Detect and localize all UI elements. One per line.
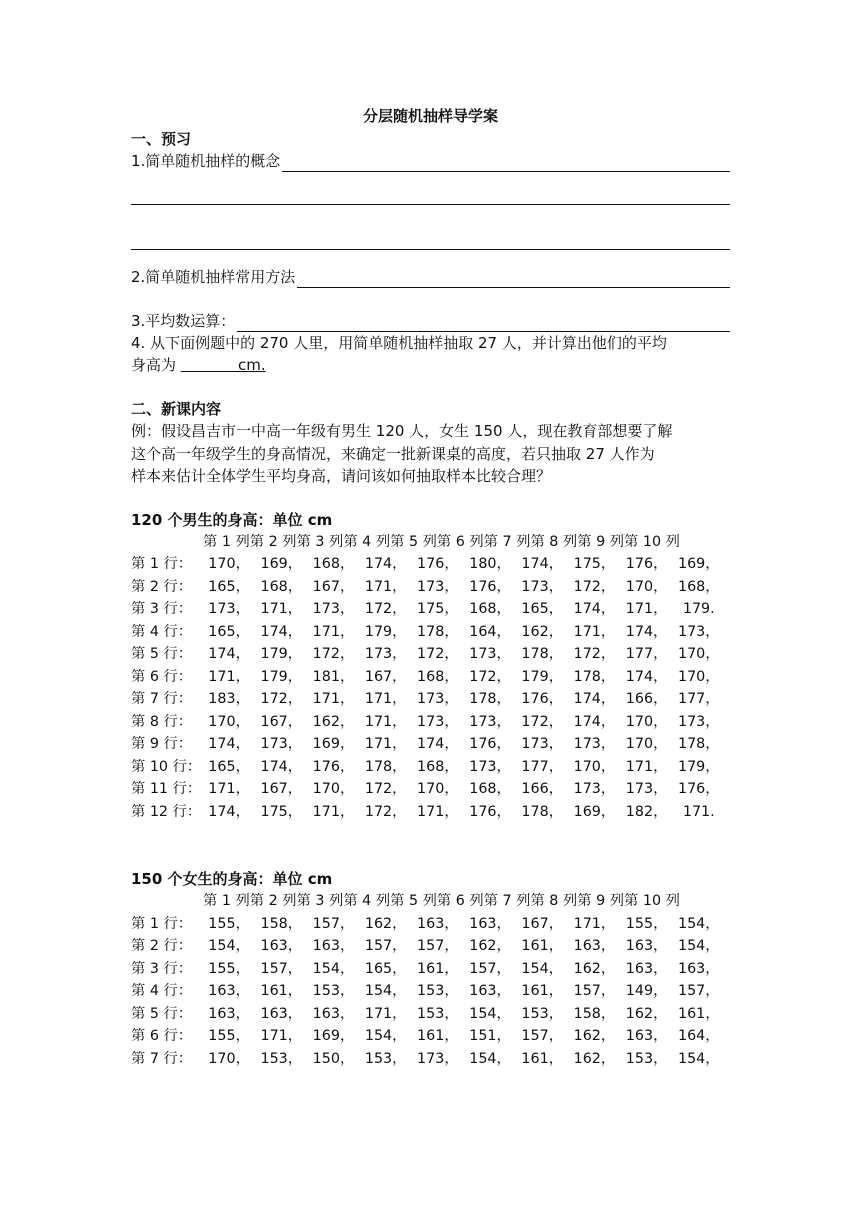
- height-value: 168，: [312, 556, 355, 572]
- height-value: 169，: [677, 556, 720, 572]
- boys-columns-header: 第 1 列第 2 列第 3 列第 4 列第 5 列第 6 列第 7 列第 8 列第 9 列第 10 列: [203, 533, 680, 550]
- height-value: 167，: [364, 668, 407, 685]
- height-value: 163，: [677, 960, 720, 977]
- height-value: 176，: [677, 781, 720, 797]
- height-value: 163，: [469, 983, 511, 999]
- height-value: 173，: [521, 578, 564, 595]
- height-value: 153，: [417, 983, 459, 999]
- height-value: 168，: [677, 578, 720, 595]
- height-value: 174，: [573, 691, 616, 707]
- height-value: 171，: [312, 803, 355, 820]
- row-label: 第 1 行：: [131, 915, 193, 932]
- height-value: 168，: [417, 668, 459, 685]
- height-value: 154，: [469, 1005, 511, 1022]
- height-value: 149，: [625, 983, 668, 999]
- height-value: 175，: [260, 803, 303, 820]
- height-value: 173，: [312, 601, 355, 617]
- height-value: 163，: [625, 938, 668, 954]
- height-value: 167，: [312, 578, 355, 595]
- height-value: 172，: [260, 691, 303, 707]
- height-value: 163，: [625, 1028, 668, 1044]
- height-value: 163，: [417, 915, 459, 932]
- height-value: 179，: [260, 646, 303, 662]
- table-row: [131, 801, 730, 824]
- height-value: 167，: [260, 713, 303, 730]
- height-value: 175，: [417, 601, 459, 617]
- height-value: 173，: [469, 758, 511, 775]
- example-problem: [131, 420, 730, 488]
- row-label: 第 10 行：: [131, 758, 202, 775]
- height-value: 162，: [573, 1050, 616, 1067]
- height-value: 176，: [521, 691, 564, 707]
- height-value: 178，: [573, 668, 616, 685]
- height-value: 164，: [677, 1028, 720, 1044]
- height-value: 172，: [573, 646, 616, 662]
- height-value: 161，: [521, 983, 564, 999]
- table-row: [131, 576, 730, 599]
- row-label: 第 6 行：: [131, 1028, 193, 1044]
- answer-line[interactable]: [282, 154, 730, 172]
- question-4-prefix: 身高为: [131, 356, 181, 374]
- question-1-text: 1.简单随机抽样的概念: [131, 152, 281, 170]
- height-value: 177，: [677, 691, 720, 707]
- boys-heights-heading: 120 个男生的身高：单位 cm: [131, 510, 333, 529]
- height-value: 173，: [417, 691, 459, 707]
- height-value: 157，: [521, 1028, 564, 1044]
- height-value: 162，: [469, 938, 511, 954]
- height-value: 176，: [469, 736, 511, 752]
- height-value: 170，: [625, 713, 668, 730]
- table-row: [131, 1048, 730, 1071]
- height-value: 170，: [677, 646, 720, 662]
- height-value: 165，: [208, 758, 250, 775]
- height-value: 153，: [364, 1050, 407, 1067]
- height-value: 163，: [260, 938, 303, 954]
- height-value: 176，: [469, 803, 511, 820]
- height-value: 178，: [521, 803, 564, 820]
- height-value: 171，: [364, 1005, 407, 1022]
- height-value: 171，: [364, 713, 407, 730]
- height-value: 154，: [364, 983, 407, 999]
- height-value: 174，: [417, 736, 459, 752]
- height-value: 172，: [417, 646, 459, 662]
- height-value: 161，: [260, 983, 303, 999]
- row-label: 第 2 行：: [131, 578, 193, 595]
- height-value: 150，: [312, 1050, 355, 1067]
- height-value: 162，: [573, 960, 616, 977]
- height-value: 157，: [364, 938, 407, 954]
- height-value: 177，: [625, 646, 668, 662]
- height-value: 172，: [521, 713, 564, 730]
- boys-heights-table: [131, 553, 730, 823]
- height-value: 162，: [573, 1028, 616, 1044]
- table-row: [131, 778, 730, 801]
- height-value: 157，: [573, 983, 616, 999]
- question-2: [131, 266, 730, 288]
- girls-heights-table: [131, 913, 730, 1071]
- table-row: [131, 1003, 730, 1026]
- height-value: 167，: [521, 915, 564, 932]
- height-value: 165，: [208, 623, 250, 640]
- height-value: 173，: [417, 578, 459, 595]
- height-value: 172，: [364, 803, 407, 820]
- row-label: 第 4 行：: [131, 983, 193, 999]
- height-value: 163，: [573, 938, 616, 954]
- height-value: 161，: [417, 1028, 459, 1044]
- height-value: 174，: [208, 736, 250, 752]
- height-value: 162，: [625, 1005, 668, 1022]
- height-value: 170，: [677, 668, 720, 685]
- table-row: [131, 688, 730, 711]
- row-label: 第 5 行：: [131, 1005, 193, 1022]
- height-value: 172，: [312, 646, 355, 662]
- height-value: 179，: [260, 668, 303, 685]
- height-value: 154，: [312, 960, 355, 977]
- worksheet-page: [131, 104, 730, 1070]
- height-value: 172，: [469, 668, 511, 685]
- height-value: 173，: [625, 781, 668, 797]
- height-value: 176，: [312, 758, 355, 775]
- height-value: 178，: [417, 623, 459, 640]
- height-value: 158，: [260, 915, 303, 932]
- girls-columns-header: 第 1 列第 2 列第 3 列第 4 列第 5 列第 6 列第 7 列第 8 列第 9 列第 10 列: [203, 893, 680, 909]
- height-value: 172，: [364, 601, 407, 617]
- height-value: 168，: [260, 578, 303, 595]
- table-row: [131, 733, 730, 756]
- row-label: 第 1 行：: [131, 556, 193, 572]
- row-label: 第 12 行：: [131, 803, 202, 820]
- height-value: 176，: [417, 556, 459, 572]
- row-label: 第 2 行：: [131, 938, 193, 954]
- height-value: 171，: [208, 781, 250, 797]
- height-value: 165，: [208, 578, 250, 595]
- height-value: 158，: [573, 1005, 616, 1022]
- height-value: 155，: [625, 915, 668, 932]
- height-value: 163，: [260, 1005, 303, 1022]
- height-value: 173，: [417, 713, 459, 730]
- height-value: 153，: [260, 1050, 303, 1067]
- height-value: 169，: [312, 736, 355, 752]
- table-row: [131, 598, 730, 621]
- height-value: 163，: [312, 1005, 355, 1022]
- height-value: 177，: [521, 758, 564, 775]
- section-preview-heading: 一、预习: [131, 130, 192, 148]
- height-value: 167，: [260, 781, 303, 797]
- height-value: 174，: [625, 668, 668, 685]
- table-row: [131, 980, 730, 1003]
- height-value: 179，: [677, 758, 720, 775]
- height-value: 171，: [573, 915, 616, 932]
- height-value: 170，: [625, 736, 668, 752]
- table-row: [131, 935, 730, 958]
- question-3-text: 3.平均数运算：: [131, 312, 236, 330]
- height-value: 171.: [682, 803, 715, 820]
- height-value: 173，: [469, 646, 511, 662]
- height-value: 171，: [312, 623, 355, 640]
- height-value: 173，: [677, 713, 720, 730]
- height-value: 173，: [469, 713, 511, 730]
- height-value: 171，: [417, 803, 459, 820]
- height-value: 174，: [521, 556, 564, 572]
- height-value: 157，: [417, 938, 459, 954]
- height-value: 178，: [364, 758, 407, 775]
- question-4-line-1: 4. 从下面例题中的 270 人里，用简单随机抽样抽取 27 人，并计算出他们的平均: [131, 334, 667, 352]
- height-value: 164，: [469, 623, 511, 640]
- height-value: 166，: [521, 781, 564, 797]
- example-line: 样本来估计全体学生平均身高，请问该如何抽取样本比较合理？: [131, 467, 552, 485]
- example-line: 例：假设昌吉市一中高一年级有男生 120 人，女生 150 人，现在教育部想要了解: [131, 422, 673, 440]
- page-title: 分层随机抽样导学案: [362, 107, 498, 125]
- table-row: [131, 621, 730, 644]
- height-value: 182，: [625, 803, 668, 820]
- height-value: 174，: [573, 713, 616, 730]
- height-value: 173，: [521, 736, 564, 752]
- height-value: 163，: [469, 915, 511, 932]
- height-value: 157，: [677, 983, 720, 999]
- height-value: 180，: [469, 556, 511, 572]
- height-value: 173，: [573, 736, 616, 752]
- height-value: 153，: [521, 1005, 564, 1022]
- height-value: 163，: [625, 960, 668, 977]
- height-value: 169，: [260, 556, 303, 572]
- height-value: 173，: [417, 1050, 459, 1067]
- row-label: 第 7 行：: [131, 1050, 193, 1067]
- answer-line[interactable]: [237, 314, 730, 332]
- height-value: 178，: [677, 736, 720, 752]
- table-row: [131, 666, 730, 689]
- row-label: 第 11 行：: [131, 781, 202, 797]
- height-value: 171，: [364, 736, 407, 752]
- height-value: 162，: [521, 623, 564, 640]
- section-new-lesson-heading: 二、新课内容: [131, 400, 222, 418]
- height-value: 168，: [417, 758, 459, 775]
- row-label: 第 5 行：: [131, 646, 193, 662]
- height-value: 153，: [312, 983, 355, 999]
- height-value: 169，: [312, 1028, 355, 1044]
- height-value: 175，: [573, 556, 616, 572]
- row-label: 第 8 行：: [131, 713, 193, 730]
- question-4-line-2: [131, 354, 730, 376]
- height-value: 181，: [312, 668, 355, 685]
- table-row: [131, 1025, 730, 1048]
- answer-line[interactable]: [131, 172, 730, 205]
- height-value: 172，: [364, 781, 407, 797]
- height-value: 174，: [208, 803, 250, 820]
- height-value: 171，: [312, 691, 355, 707]
- height-value: 154，: [677, 938, 720, 954]
- height-value: 166，: [625, 691, 668, 707]
- height-value: 151，: [469, 1028, 511, 1044]
- height-value: 173，: [364, 646, 407, 662]
- table-row: [131, 958, 730, 981]
- height-value: 173，: [573, 781, 616, 797]
- height-value: 179，: [364, 623, 407, 640]
- question-3: [131, 310, 730, 332]
- height-value: 154，: [469, 1050, 511, 1067]
- height-value: 172，: [573, 578, 616, 595]
- height-value: 176，: [469, 578, 511, 595]
- girls-heights-heading: 150 个女生的身高：单位 cm: [131, 870, 333, 888]
- height-value: 169，: [573, 803, 616, 820]
- table-row: [131, 643, 730, 666]
- height-value: 170，: [208, 556, 250, 572]
- height-value: 171，: [208, 668, 250, 685]
- height-value: 179，: [521, 668, 564, 685]
- height-value: 155，: [208, 960, 250, 977]
- example-line: 这个高一年级学生的身高情况，来确定一批新课桌的高度，若只抽取 27 人作为: [131, 444, 655, 463]
- answer-blank[interactable]: [181, 356, 266, 374]
- height-value: 171，: [364, 578, 407, 595]
- height-value: 161，: [417, 960, 459, 977]
- height-value: 154，: [364, 1028, 407, 1044]
- height-value: 154，: [677, 915, 720, 932]
- height-value: 171，: [573, 623, 616, 640]
- height-value: 174，: [625, 623, 668, 640]
- row-label: 第 3 行：: [131, 601, 193, 617]
- height-value: 170，: [625, 578, 668, 595]
- height-value: 174，: [260, 623, 303, 640]
- question-2-text: 2.简单随机抽样常用方法: [131, 268, 296, 286]
- row-label: 第 9 行：: [131, 736, 193, 752]
- height-value: 161，: [521, 938, 564, 954]
- height-value: 168，: [469, 781, 511, 797]
- question-1: [131, 150, 730, 172]
- height-value: 171，: [364, 691, 407, 707]
- height-value: 171，: [260, 1028, 303, 1044]
- height-value: 161，: [521, 1050, 564, 1067]
- height-value: 176，: [625, 556, 668, 572]
- height-value: 173，: [208, 601, 250, 617]
- height-value: 170，: [417, 781, 459, 797]
- row-label: 第 6 行：: [131, 668, 193, 685]
- height-value: 173，: [677, 623, 720, 640]
- height-value: 154，: [521, 960, 564, 977]
- row-label: 第 3 行：: [131, 960, 193, 977]
- height-value: 170，: [573, 758, 616, 775]
- height-value: 153，: [625, 1050, 668, 1067]
- answer-line[interactable]: [297, 270, 730, 288]
- height-value: 171，: [625, 758, 668, 775]
- height-value: 179.: [682, 601, 715, 617]
- unit-label: cm.: [238, 356, 266, 374]
- height-value: 154，: [208, 938, 250, 954]
- height-value: 168，: [469, 601, 511, 617]
- height-value: 157，: [260, 960, 303, 977]
- table-row: [131, 913, 730, 936]
- height-value: 154，: [677, 1050, 720, 1067]
- height-value: 163，: [312, 938, 355, 954]
- height-value: 153，: [417, 1005, 459, 1022]
- height-value: 171，: [625, 601, 668, 617]
- table-row: [131, 711, 730, 734]
- height-value: 178，: [469, 691, 511, 707]
- height-value: 170，: [208, 713, 250, 730]
- height-value: 165，: [521, 601, 564, 617]
- height-value: 155，: [208, 915, 250, 932]
- height-value: 157，: [469, 960, 511, 977]
- row-label: 第 4 行：: [131, 623, 193, 640]
- answer-line[interactable]: [131, 205, 730, 250]
- height-value: 170，: [208, 1050, 250, 1067]
- height-value: 162，: [312, 713, 355, 730]
- height-value: 183，: [208, 691, 250, 707]
- table-row: [131, 553, 730, 576]
- height-value: 174，: [573, 601, 616, 617]
- height-value: 163，: [208, 983, 250, 999]
- table-row: [131, 756, 730, 779]
- height-value: 171，: [260, 601, 303, 617]
- height-value: 173，: [260, 736, 303, 752]
- height-value: 174，: [364, 556, 407, 572]
- height-value: 157，: [312, 915, 355, 932]
- height-value: 162，: [364, 915, 407, 932]
- height-value: 170，: [312, 781, 355, 797]
- row-label: 第 7 行：: [131, 691, 193, 707]
- height-value: 174，: [260, 758, 303, 775]
- height-value: 165，: [364, 960, 407, 977]
- height-value: 161，: [677, 1005, 720, 1022]
- height-value: 163，: [208, 1005, 250, 1022]
- height-value: 178，: [521, 646, 564, 662]
- height-value: 174，: [208, 646, 250, 662]
- height-value: 155，: [208, 1028, 250, 1044]
